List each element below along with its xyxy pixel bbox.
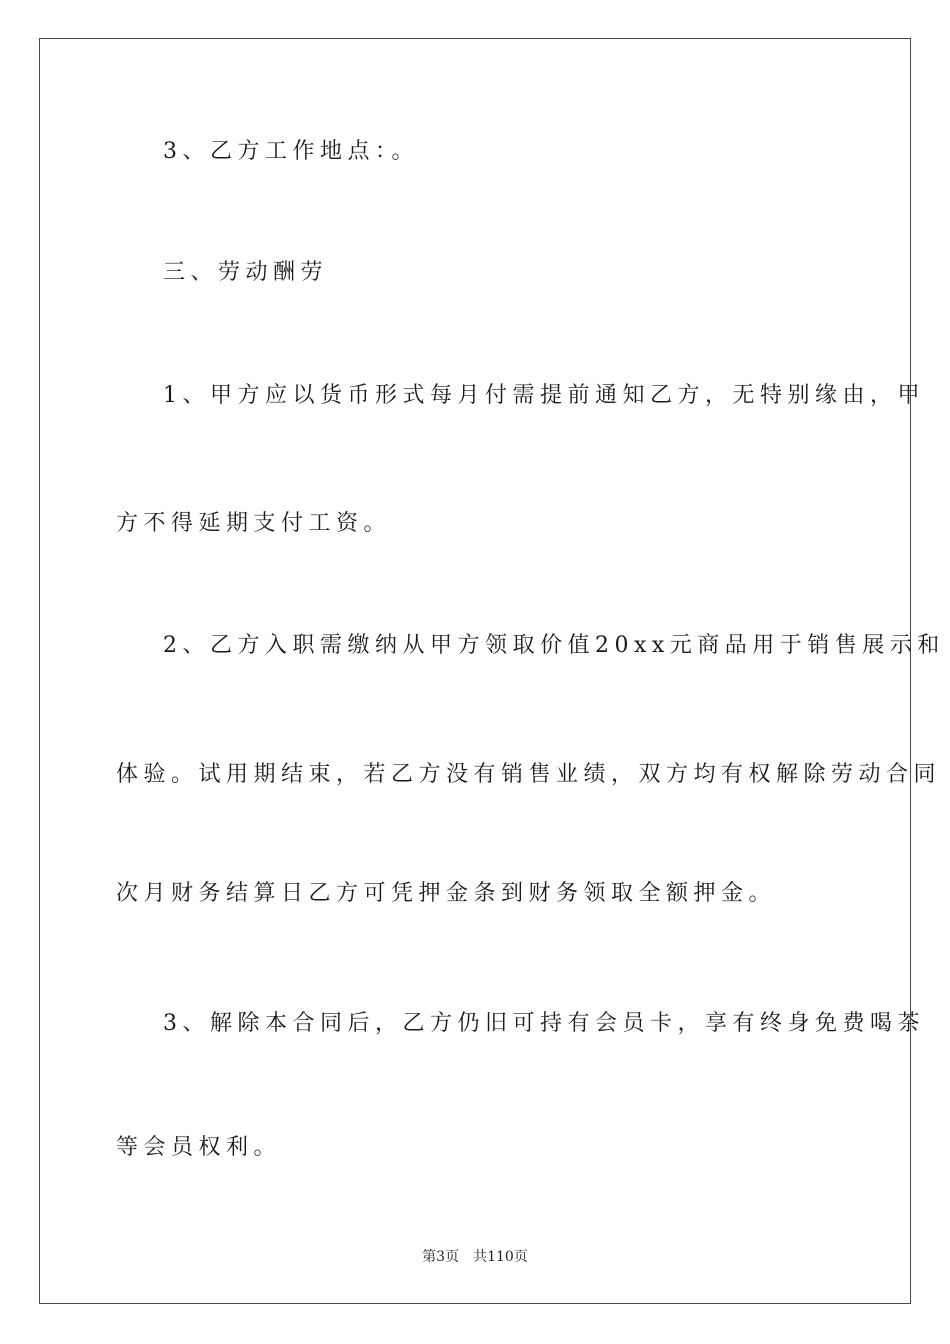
page-border: [39, 38, 911, 1304]
section-heading-remuneration: 三、劳动酬劳: [163, 260, 329, 285]
paragraph-clause-1-line-2: 方不得延期支付工资。: [116, 511, 392, 536]
paragraph-clause-3-line-2: 等会员权利。: [116, 1135, 282, 1160]
paragraph-work-location: 3、乙方工作地点：。: [163, 139, 419, 164]
paragraph-clause-2-line-3: 次月财务结算日乙方可凭押金条到财务领取全额押金。: [116, 881, 777, 906]
paragraph-clause-2-line-1: 2、乙方入职需缴纳从甲方领取价值20xx元商品用于销售展示和: [163, 633, 945, 658]
paragraph-clause-3-line-1: 3、解除本合同后，乙方仍旧可持有会员卡，享有终身免费喝茶: [163, 1011, 925, 1036]
page-total: 共110页: [473, 1249, 528, 1265]
paragraph-clause-2-line-2: 体验。试用期结束，若乙方没有销售业绩，双方均有权解除劳动合同: [116, 762, 942, 787]
paragraph-clause-1-line-1: 1、甲方应以货币形式每月付需提前通知乙方，无特别缘由，甲: [163, 383, 925, 408]
page-number: 第3页: [422, 1249, 460, 1265]
page-footer: [0, 1246, 950, 1266]
